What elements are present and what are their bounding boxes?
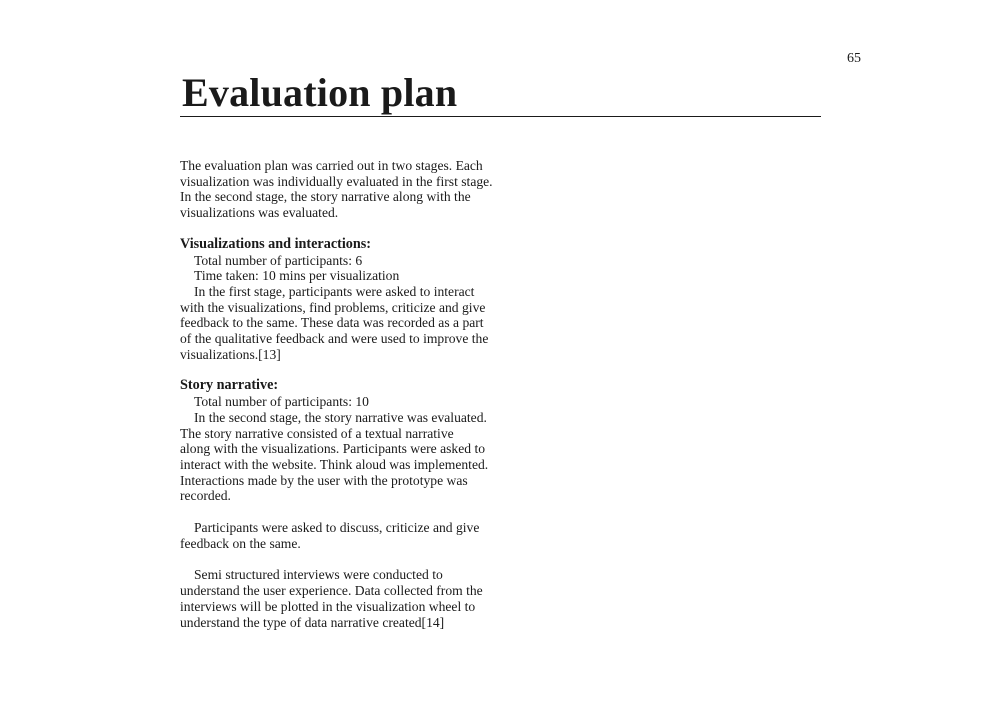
text-line: visualizations.[13] (180, 346, 281, 362)
participants-count: Total number of participants: 10 (194, 394, 369, 410)
spacer (180, 551, 510, 567)
text-line: In the second stage, the story narrative along with the (180, 189, 471, 205)
text-line: Semi structured interviews were conducted to (194, 567, 443, 583)
text-line: Interactions made by the user with the prototype was (180, 472, 468, 488)
text-line: understand the user experience. Data collected from the (180, 583, 483, 599)
text-line: The evaluation plan was carried out in two stages. Each (180, 158, 483, 173)
spacer (180, 504, 510, 520)
text-line: understand the type of data narrative created[14] (180, 614, 445, 630)
text-line: interviews will be plotted in the visualization wheel to (180, 598, 476, 614)
spacer (180, 221, 510, 237)
text-line: feedback on the same. (180, 535, 301, 551)
spacer (180, 362, 510, 378)
text-line: The story narrative consisted of a textual narrative (180, 425, 454, 441)
text-line: with the visualizations, find problems, criticize and give (180, 299, 486, 315)
text-line: visualization was individually evaluated in the first stage. (180, 173, 493, 189)
text-line: visualizations was evaluated. (180, 205, 339, 221)
section-story-narrative (180, 378, 510, 630)
text-line: along with the visualizations. Participants were asked to (180, 441, 486, 457)
section-visualizations (180, 237, 510, 363)
section-heading: Story narrative: (180, 377, 279, 394)
text-line: In the first stage, participants were asked to interact (194, 283, 475, 299)
intro-paragraph (180, 158, 510, 221)
text-line: In the second stage, the story narrative was evaluated. (194, 409, 487, 425)
text-line: Participants were asked to discuss, criticize and give (194, 520, 480, 536)
text-line: recorded. (180, 488, 231, 504)
section-heading: Visualizations and interactions: (180, 235, 372, 252)
page-number: 65 (847, 51, 861, 66)
page-title: Evaluation plan (182, 70, 458, 115)
title-underline (180, 116, 821, 117)
time-taken: Time taken: 10 mins per visualization (194, 268, 400, 284)
text-line: interact with the website. Think aloud was implemented. (180, 456, 489, 472)
text-line: of the qualitative feedback and were used to improve the (180, 331, 489, 347)
body-text (180, 158, 510, 630)
text-line: feedback to the same. These data was recorded as a part (180, 315, 484, 331)
participants-count: Total number of participants: 6 (194, 252, 363, 268)
